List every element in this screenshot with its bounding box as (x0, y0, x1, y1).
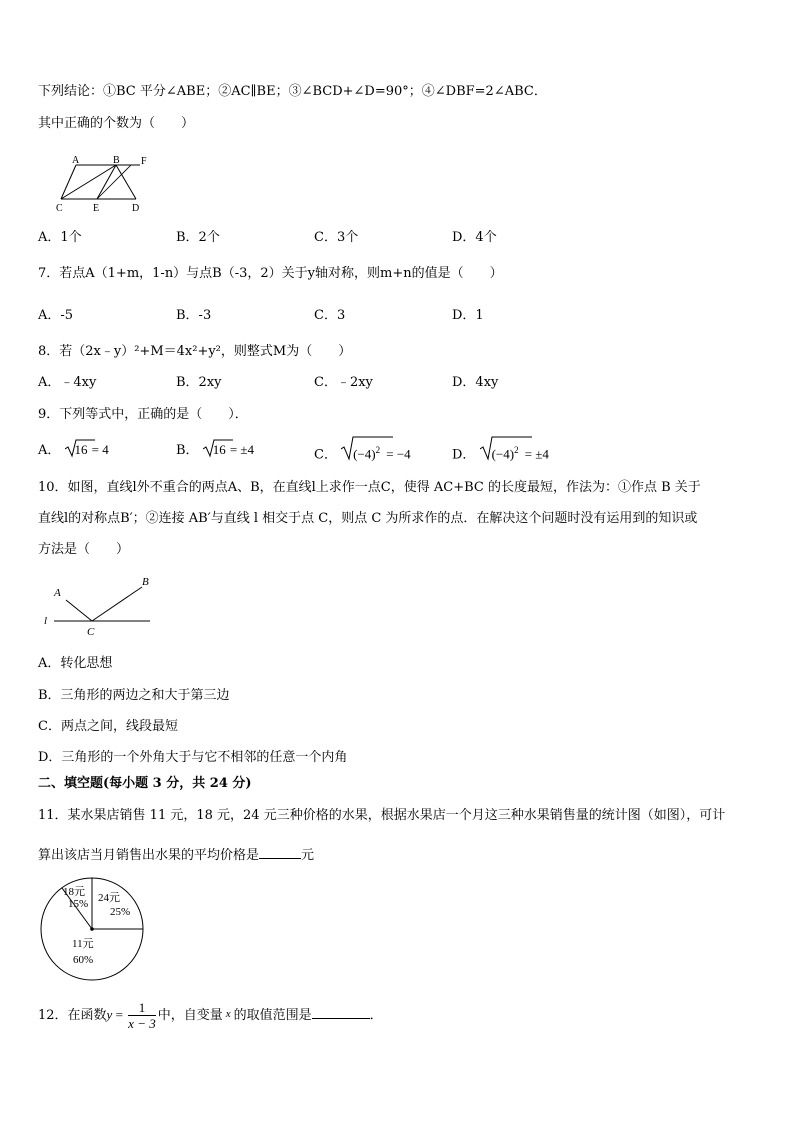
q9-option-b-letter: B． (176, 443, 199, 458)
q10-option-d: D．三角形的一个外角大于与它不相邻的任意一个内角 (38, 750, 348, 765)
radical-sign-icon (341, 435, 393, 461)
q11-line2 (38, 846, 314, 864)
q10-label-l: l (44, 615, 48, 627)
q9-text: 9．下列等式中，正确的是（ ）． (38, 407, 248, 422)
q8-option-a: A．﹣4xy (38, 375, 97, 390)
q6-option-b: B．2个 (176, 230, 220, 245)
q10-line3: 方法是（ ） (38, 542, 130, 557)
q9-option-a-radicand: 16 (74, 442, 88, 457)
radical-sign-icon (203, 439, 233, 459)
q8-option-c: C．﹣2xy (314, 375, 373, 390)
q9-option-b-rhs: = ±4 (229, 442, 255, 457)
q12-end: ． (369, 1008, 383, 1023)
q9-option-d-rhs: = ±4 (524, 446, 549, 462)
q6-label-D: D (132, 203, 140, 214)
q6-label-B: B (113, 155, 120, 166)
q12-mid: 中，自变量 (157, 1008, 223, 1023)
q10-option-c: C．两点之间，线段最短 (38, 719, 178, 734)
q10-label-C: C (87, 626, 95, 638)
q8-text: 8．若（2x﹣y）²+M＝4x²+y²，则整式M为（ ） (38, 344, 352, 359)
q11-answer-blank[interactable] (259, 846, 301, 859)
pie-label-15pct: 15% (68, 898, 89, 910)
q6-option-a: A．1个 (38, 230, 82, 245)
q6-option-d: D．4个 (452, 230, 497, 245)
q7-text: 7．若点A（1+m，1-n）与点B（-3，2）关于y轴对称，则m+n的值是（ ） (38, 266, 503, 281)
q9-option-a-rhs: = 4 (91, 442, 109, 457)
q12-x: x (225, 1008, 231, 1020)
q9-option-a-letter: A． (38, 443, 61, 458)
q12-line (38, 996, 383, 1036)
q7-option-a: A．-5 (38, 308, 74, 323)
q10-label-A: A (54, 587, 61, 599)
q9-option-c (314, 442, 411, 463)
q7-option-c: C．3 (314, 308, 346, 323)
q10-line2: 直线l的对称点B′；②连接 AB′与直线 l 相交于点 C，则点 C 为所求作的点．在解决这个问题时没有运用到的知识或 (38, 511, 698, 526)
radical-sign-icon (65, 439, 95, 459)
q12-numerator: 1 (128, 1000, 156, 1016)
q8-option-b: B．2xy (176, 375, 222, 390)
q9-option-b-radicand: 16 (212, 442, 226, 457)
q6-option-c: C．3个 (314, 230, 359, 245)
q12-post: 的取值范围是 (233, 1008, 312, 1023)
q6-label-A: A (72, 155, 80, 166)
q9-option-c-radicand: (−4) (353, 446, 376, 462)
q9-option-d (452, 442, 549, 463)
q6-figure (52, 152, 162, 216)
q7-option-b: B．-3 (176, 308, 212, 323)
q9-option-d-letter: D． (452, 447, 476, 463)
q12-answer-blank[interactable] (312, 1004, 370, 1019)
q6-conclusions: 下列结论：①BC 平分∠ABE；②AC∥BE；③∠BCD+∠D=90°；④∠DBF=2∠ABC． (38, 84, 547, 99)
pie-label-24: 24元 (98, 892, 120, 904)
q10-option-a: A．转化思想 (38, 656, 113, 671)
q10-option-b: B．三角形的两边之和大于第三边 (38, 688, 230, 703)
q9-option-c-rhs: = −4 (386, 446, 411, 462)
q7-option-d: D．1 (452, 308, 484, 323)
q12-denominator: x − 3 (128, 1016, 156, 1031)
q8-option-d: D．4xy (452, 375, 499, 390)
q10-figure (40, 572, 160, 640)
q9-option-a (38, 442, 109, 459)
q11-line1: 11．某水果店销售 11 元，18 元，24 元三种价格的水果，根据水果店一个月这三种水果销售量的统计图（如图），可计 (38, 808, 726, 823)
pie-label-25pct: 25% (110, 906, 131, 918)
q12-pre: 12．在函数 (38, 1008, 107, 1023)
q11-unit: 元 (301, 848, 315, 863)
q9-option-c-exp: 2 (375, 445, 381, 455)
section-heading: 二、填空题(每小题 3 分，共 24 分) (38, 776, 252, 791)
q12-y: y (106, 1007, 113, 1022)
q11-pie-chart (38, 875, 148, 985)
q6-prompt: 其中正确的个数为（ ） (38, 116, 195, 131)
q9-option-c-letter: C． (314, 447, 337, 463)
q9-option-b (176, 442, 254, 459)
q11-line2-text: 算出该店当月销售出水果的平均价格是 (38, 848, 260, 863)
pie-label-11: 11元 (72, 938, 94, 950)
q12-fraction (128, 1000, 156, 1031)
q6-label-C: C (56, 203, 63, 214)
q9-option-d-exp: 2 (514, 445, 519, 455)
q6-label-F: F (141, 156, 147, 167)
pie-label-18: 18元 (63, 886, 85, 898)
q9-option-d-radicand: (−4) (491, 446, 515, 462)
q10-label-B: B (142, 576, 149, 588)
radical-sign-icon (480, 435, 532, 461)
q12-eq: = (112, 1007, 127, 1022)
pie-label-60pct: 60% (73, 954, 94, 966)
q10-line1: 10．如图，直线l外不重合的两点A、B，在直线l上求作一点C，使得 AC+BC 的长度最短，作法为：①作点 B 关于 (38, 480, 701, 495)
q6-label-E: E (93, 203, 100, 214)
